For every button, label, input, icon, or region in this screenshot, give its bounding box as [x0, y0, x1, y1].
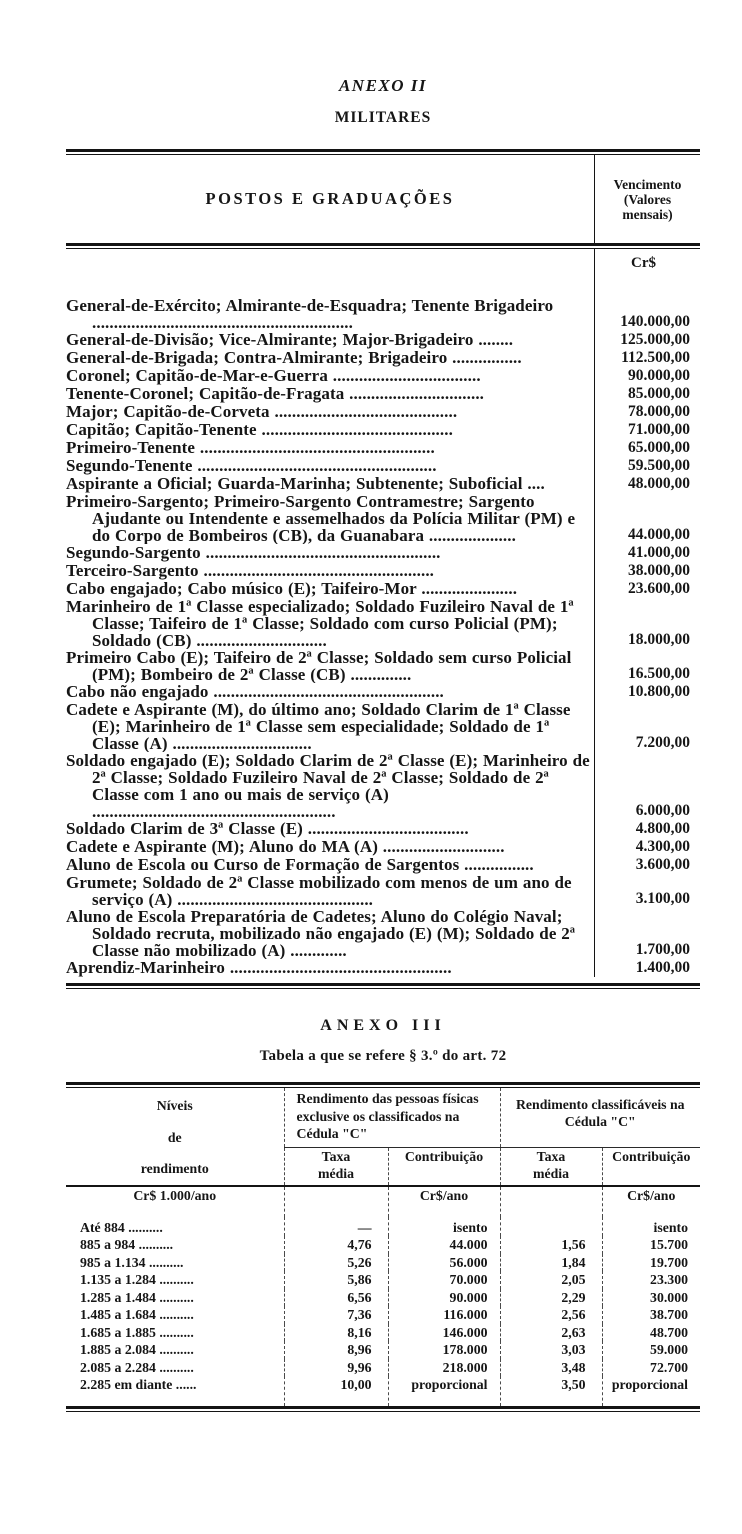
- rank-label: General-de-Brigada; Contra-Almirante; Brigadeiro ................: [66, 349, 522, 367]
- salary-value: 6.000,00: [594, 752, 700, 820]
- salary-value: 4.800,00: [594, 820, 700, 838]
- salary-value: 65.000,00: [594, 439, 700, 457]
- salary-value: 10.800,00: [594, 683, 700, 701]
- table-row: [66, 1376, 700, 1406]
- table-row: [66, 1271, 700, 1289]
- salary-value: 1.700,00: [594, 908, 700, 959]
- salary-value: 3.600,00: [594, 856, 700, 874]
- taxa-media-header: Taxa média: [500, 1147, 602, 1186]
- taxa-media-cell: 2,56: [500, 1306, 602, 1324]
- contribuicao-cell: isento: [388, 1217, 500, 1237]
- contribuicao-cell: 15.700: [602, 1236, 700, 1254]
- table-row: [66, 367, 700, 385]
- anexo3-head: [66, 1088, 700, 1217]
- table-row: [66, 562, 700, 580]
- salary-value: 71.000,00: [594, 421, 700, 439]
- table-row: [66, 544, 700, 562]
- taxa-media-cell: 9,96: [284, 1359, 388, 1377]
- rank-label: Tenente-Coronel; Capitão-de-Fragata ...............................: [66, 385, 485, 403]
- double-rule: [66, 1406, 700, 1412]
- taxa-media-cell: 6,56: [284, 1289, 388, 1307]
- salary-value: 18.000,00: [594, 598, 700, 649]
- nivel-cell: 2.285 em diante ......: [80, 1377, 197, 1393]
- taxa-media-cell: 8,16: [284, 1324, 388, 1342]
- nivel-cell: Até 884 ..........: [80, 1219, 163, 1235]
- rank-label: Primeiro-Tenente ......................................................: [66, 439, 435, 457]
- contribuicao-cell: proporcional: [388, 1376, 500, 1406]
- table-row: [66, 874, 700, 908]
- rank-label: Primeiro Cabo (E); Taifeiro de 2ª Classe; Soldado sem curso Policial (PM); Bombeiro de 2ª Classe (CB) ..............: [66, 649, 572, 683]
- contribuicao-header: Contribuição: [388, 1147, 500, 1186]
- anexo2-subtitle: MILITARES: [334, 109, 432, 126]
- contribuicao-cell: 178.000: [388, 1341, 500, 1359]
- contribuicao-cell: proporcional: [602, 1376, 700, 1406]
- rank-label: Aluno de Escola Preparatória de Cadetes; Aluno do Colégio Naval; Soldado recruta, mobilizado não engajado (E) (M); Soldado de 2ª Classe não mobilizado (A) .............: [66, 908, 576, 959]
- anexo3-table: [66, 1082, 700, 1412]
- anexo3-title: ANEXO III: [320, 1017, 446, 1034]
- salary-value: 85.000,00: [594, 385, 700, 403]
- table-row: [66, 580, 700, 598]
- table-row: [66, 701, 700, 752]
- anexo3-body: [66, 1217, 700, 1406]
- rank-label: Cadete e Aspirante (M); Aluno do MA (A) ............................: [66, 838, 505, 856]
- contribuicao-cell: 48.700: [602, 1324, 700, 1342]
- taxa-media-cell: 10,00: [284, 1376, 388, 1406]
- table-row: [66, 1324, 700, 1342]
- anexo2-section: [66, 76, 700, 989]
- contribuicao-cell: isento: [602, 1217, 700, 1237]
- table-row: [66, 1341, 700, 1359]
- taxa-media-cell: 2,63: [500, 1324, 602, 1342]
- table-row: [66, 385, 700, 403]
- salary-value: 16.500,00: [594, 649, 700, 683]
- table-row: [66, 1359, 700, 1377]
- taxa-media-header: Taxa média: [284, 1147, 388, 1186]
- table-row: [66, 1306, 700, 1324]
- currency-row: [66, 249, 700, 297]
- table-row: [66, 1254, 700, 1272]
- contribuicao-cell: 70.000: [388, 1271, 500, 1289]
- table-row: [66, 959, 700, 977]
- vencimento-header: Vencimento (Valores mensais): [594, 155, 700, 243]
- salary-value: 140.000,00: [594, 297, 700, 331]
- rank-label: Cabo engajado; Cabo músico (E); Taifeiro-Mor ......................: [66, 580, 518, 598]
- anexo2-title: ANEXO II: [338, 76, 428, 95]
- niveis-units: Cr$ 1.000/ano: [66, 1186, 284, 1217]
- table-row: [66, 908, 700, 959]
- contribuicao-cell: 56.000: [388, 1254, 500, 1272]
- anexo3-section: [66, 1017, 700, 1412]
- salary-value: 4.300,00: [594, 838, 700, 856]
- niveis-header: Níveis de rendimento: [140, 1098, 209, 1177]
- salary-value: 44.000,00: [594, 493, 700, 544]
- taxa-media-cell: 3,48: [500, 1359, 602, 1377]
- rank-label: Cabo não engajado .....................................................: [66, 683, 444, 701]
- table-row: [66, 838, 700, 856]
- taxa-media-cell: 4,76: [284, 1236, 388, 1254]
- anexo3-grid: [66, 1088, 700, 1406]
- rank-label: Primeiro-Sargento; Primeiro-Sargento Contramestre; Sargento Ajudante ou Intendente e assemelhados da Polícia Militar (PM) e do Corpo de Bombeiros (CB), da Guanabara ....................: [66, 493, 576, 544]
- rank-label: Segundo-Tenente .......................................................: [66, 457, 437, 475]
- rank-label: Cadete e Aspirante (M), do último ano; Soldado Clarim de 1ª Classe (E); Marinheiro de 1ª Classe sem especialidade; Soldado de 1ª Classe (A) ................................: [66, 701, 571, 752]
- rank-label: Soldado engajado (E); Soldado Clarim de 2ª Classe (E); Marinheiro de 2ª Classe; Soldado Fuzileiro Naval de 2ª Classe; Soldado de 2ª Classe com 1 ano ou mais de serviço (A) ........................................................: [66, 752, 590, 820]
- salary-value: 48.000,00: [594, 475, 700, 493]
- table-row: [66, 475, 700, 493]
- salary-value: 112.500,00: [594, 349, 700, 367]
- salary-value: 78.000,00: [594, 403, 700, 421]
- table-row: [66, 457, 700, 475]
- taxa-media-cell: 5,26: [284, 1254, 388, 1272]
- spacer-cell: [66, 249, 594, 297]
- salary-value: 125.000,00: [594, 331, 700, 349]
- table-row: [66, 493, 700, 544]
- nivel-cell: 985 a 1.134 ..........: [80, 1254, 184, 1270]
- rank-label: Marinheiro de 1ª Classe especializado; Soldado Fuzileiro Naval de 1ª Classe; Taifeiro de 1ª Classe; Soldado com curso Policial (PM); Soldado (CB) ..............................: [66, 598, 574, 649]
- salary-value: 90.000,00: [594, 367, 700, 385]
- table-row: [66, 649, 700, 683]
- salary-value: 7.200,00: [594, 701, 700, 752]
- contribuicao-cell: 59.000: [602, 1341, 700, 1359]
- table-row: [66, 1236, 700, 1254]
- rank-label: Capitão; Capitão-Tenente ............................................: [66, 421, 453, 439]
- taxa-media-cell: 8,96: [284, 1341, 388, 1359]
- contribuicao-cell: 30.000: [602, 1289, 700, 1307]
- taxa-media-cell: —: [284, 1217, 388, 1237]
- contribuicao-cell: 23.300: [602, 1271, 700, 1289]
- contrib-units: Cr$/ano: [602, 1186, 700, 1217]
- units-row: [66, 1186, 700, 1217]
- postos-header: POSTOS E GRADUAÇÕES: [205, 189, 455, 208]
- nivel-cell: 1.485 a 1.684 ..........: [80, 1307, 194, 1323]
- table-row: [66, 683, 700, 701]
- table-row: [66, 1289, 700, 1307]
- nivel-cell: 1.285 a 1.484 ..........: [80, 1289, 194, 1305]
- rank-label: Aspirante a Oficial; Guarda-Marinha; Subtenente; Suboficial ....: [66, 475, 545, 493]
- rank-label: Grumete; Soldado de 2ª Classe mobilizado com menos de um ano de serviço (A) .............................................: [66, 874, 572, 908]
- group1-header: Rendimento das pessoas físicas exclusive os classificados na Cédula "C": [284, 1088, 500, 1147]
- contribuicao-header: Contribuição: [602, 1147, 700, 1186]
- table-row: [66, 403, 700, 421]
- rank-label: Aprendiz-Marinheiro ...................................................: [66, 959, 452, 977]
- contribuicao-cell: 218.000: [388, 1359, 500, 1377]
- rank-label: Soldado Clarim de 3ª Classe (E) .....................................: [66, 820, 469, 838]
- table-row: [66, 752, 700, 820]
- taxa-media-cell: 3,50: [500, 1376, 602, 1406]
- empty-cell: [500, 1186, 602, 1217]
- nivel-cell: 885 a 984 ..........: [80, 1237, 174, 1253]
- rank-label: Major; Capitão-de-Corveta ..........................................: [66, 403, 458, 421]
- rank-label: General-de-Exército; Almirante-de-Esquadra; Tenente Brigadeiro ............................................................: [66, 297, 554, 331]
- contribuicao-cell: 116.000: [388, 1306, 500, 1324]
- rank-label: General-de-Divisão; Vice-Almirante; Major-Brigadeiro ........: [66, 331, 514, 349]
- table-row: [66, 331, 700, 349]
- rank-label: Segundo-Sargento ......................................................: [66, 544, 441, 562]
- table-row: [66, 598, 700, 649]
- empty-cell: [284, 1186, 388, 1217]
- rank-label: Coronel; Capitão-de-Mar-e-Guerra ..................................: [66, 367, 481, 385]
- salary-value: 41.000,00: [594, 544, 700, 562]
- table-row: [66, 421, 700, 439]
- group2-header: Rendimento classificáveis na Cédula "C": [500, 1088, 700, 1147]
- taxa-media-cell: 2,29: [500, 1289, 602, 1307]
- anexo2-table-head: [66, 155, 700, 243]
- taxa-media-cell: 1,56: [500, 1236, 602, 1254]
- anexo2-rows: [66, 249, 700, 977]
- table-row: [66, 297, 700, 331]
- anexo3-subtitle: Tabela a que se refere § 3.º do art. 72: [259, 1048, 507, 1064]
- contribuicao-cell: 146.000: [388, 1324, 500, 1342]
- contrib-units: Cr$/ano: [388, 1186, 500, 1217]
- taxa-media-cell: 5,86: [284, 1271, 388, 1289]
- table-row: [66, 1217, 700, 1237]
- contribuicao-cell: 90.000: [388, 1289, 500, 1307]
- contribuicao-cell: 44.000: [388, 1236, 500, 1254]
- nivel-cell: 1.685 a 1.885 ..........: [80, 1324, 194, 1340]
- taxa-media-cell: [500, 1217, 602, 1237]
- salary-value: 23.600,00: [594, 580, 700, 598]
- anexo2-table: [66, 149, 700, 989]
- contribuicao-cell: 72.700: [602, 1359, 700, 1377]
- table-row: [66, 856, 700, 874]
- table-row: [66, 439, 700, 457]
- salary-value: 38.000,00: [594, 562, 700, 580]
- table-row: [66, 820, 700, 838]
- currency-label: Cr$: [594, 249, 700, 297]
- salary-value: 59.500,00: [594, 457, 700, 475]
- contribuicao-cell: 19.700: [602, 1254, 700, 1272]
- nivel-cell: 1.135 a 1.284 ..........: [80, 1272, 194, 1288]
- taxa-media-cell: 2,05: [500, 1271, 602, 1289]
- group-header-row: [66, 1088, 700, 1147]
- table-row: [66, 349, 700, 367]
- taxa-media-cell: 1,84: [500, 1254, 602, 1272]
- double-rule: [66, 983, 700, 989]
- rank-label: Aluno de Escola ou Curso de Formação de Sargentos ................: [66, 856, 534, 874]
- salary-value: 1.400,00: [594, 959, 700, 977]
- taxa-media-cell: 3,03: [500, 1341, 602, 1359]
- rank-label: Terceiro-Sargento .....................................................: [66, 562, 435, 580]
- contribuicao-cell: 38.700: [602, 1306, 700, 1324]
- nivel-cell: 2.085 a 2.284 ..........: [80, 1359, 194, 1375]
- taxa-media-cell: 7,36: [284, 1306, 388, 1324]
- nivel-cell: 1.885 a 2.084 ..........: [80, 1342, 194, 1358]
- salary-value: 3.100,00: [594, 874, 700, 908]
